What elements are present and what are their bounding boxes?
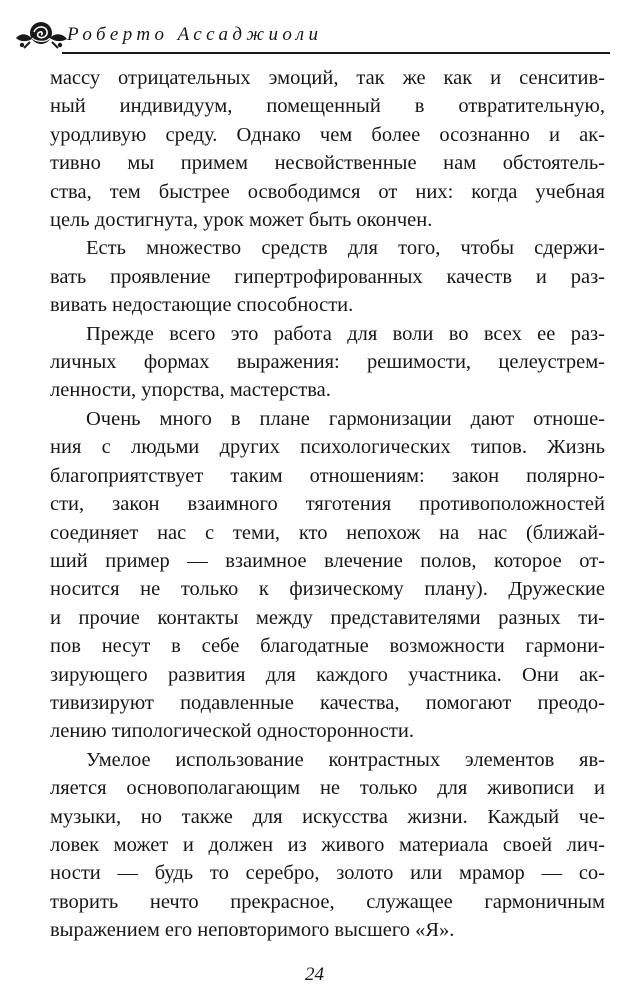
text-line: лению типологической односторонности. bbox=[50, 720, 414, 743]
text-line: ный индивидуум, помещенный в отвратительную, bbox=[50, 95, 605, 118]
text-line: ший пример — взаимное влечение полов, которое от- bbox=[50, 549, 605, 572]
paragraph bbox=[50, 234, 605, 319]
text-line: сти, закон взаимного тяготения противоположностей bbox=[50, 493, 605, 516]
text-line: Очень много в плане гармонизации дают отноше- bbox=[86, 407, 605, 430]
text-line: личных формах выражения: решимости, целеустрем- bbox=[50, 351, 605, 374]
running-head-author: Роберто Ассаджиоли bbox=[67, 24, 323, 45]
paragraph bbox=[50, 64, 605, 234]
body-text bbox=[50, 64, 605, 945]
text-line: Прежде всего это работа для воли во всех ее раз- bbox=[86, 322, 605, 345]
text-line: ловек может и должен из живого материала своей лич- bbox=[50, 833, 605, 856]
text-line: выражением его неповторимого высшего «Я». bbox=[50, 919, 455, 942]
text-line: тивно мы примем несвойственные нам обстоятель- bbox=[50, 152, 605, 175]
rose-ornament-icon bbox=[10, 12, 70, 52]
paragraph bbox=[50, 405, 605, 746]
text-line: ности — будь то серебро, золото или мрамор — со- bbox=[50, 862, 605, 885]
text-line: соединяет нас с теми, кто непохож на нас (ближай- bbox=[50, 521, 605, 544]
paragraph bbox=[50, 746, 605, 945]
text-line: зирующего развития для каждого участника. Они ак- bbox=[50, 663, 605, 686]
text-line: ленности, упорства, мастерства. bbox=[50, 379, 331, 402]
text-line: цель достигнута, урок может быть окончен. bbox=[50, 209, 433, 232]
running-head bbox=[10, 12, 610, 52]
header-rule bbox=[62, 52, 610, 54]
text-line: Умелое использование контрастных элементов яв- bbox=[86, 748, 605, 771]
text-line: носится не только к физическому плану). Дружеские bbox=[50, 578, 605, 601]
paragraph bbox=[50, 320, 605, 405]
text-line: ния с людьми других психологических типов. Жизнь bbox=[50, 436, 605, 459]
text-line: тивизируют подавленные качества, помогают преодо- bbox=[50, 691, 605, 714]
text-line: и прочие контакты между представителями разных ти- bbox=[50, 606, 605, 629]
page-number: 24 bbox=[305, 964, 324, 985]
text-line: музыки, но также для искусства жизни. Каждый че- bbox=[50, 805, 605, 828]
text-line: ляется основополагающим не только для живописи и bbox=[50, 777, 605, 800]
text-line: вать проявление гипертрофированных качеств и раз- bbox=[50, 265, 605, 288]
text-line: массу отрицательных эмоций, так же как и сенситив- bbox=[50, 67, 605, 89]
text-line: вивать недостающие способности. bbox=[50, 294, 354, 317]
text-line: благоприятствует таким отношениям: закон полярно- bbox=[50, 464, 605, 487]
text-line: пов несут в себе благодатные возможности гармони- bbox=[50, 635, 605, 658]
text-line: ства, тем быстрее освободимся от них: когда учебная bbox=[50, 180, 605, 203]
text-line: Есть множество средств для того, чтобы сдержи- bbox=[86, 237, 605, 260]
text-line: уродливую среду. Однако чем более осознанно и ак- bbox=[50, 123, 605, 146]
text-line: творить нечто прекрасное, служащее гармоничным bbox=[50, 890, 605, 913]
